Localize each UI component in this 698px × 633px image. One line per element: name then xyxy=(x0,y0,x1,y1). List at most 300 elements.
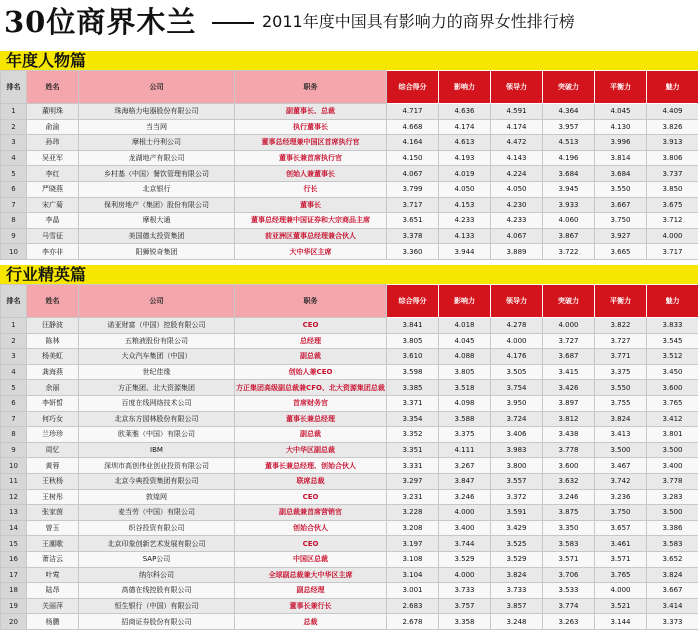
score-cell: 2.683 xyxy=(387,598,439,614)
score-cell: 4.278 xyxy=(491,318,543,334)
position-cell: 董事长兼总经理 xyxy=(235,411,387,427)
column-header: 综合得分 xyxy=(387,285,439,318)
score-cell: 3.512 xyxy=(647,349,698,365)
ranking-table-1 xyxy=(0,70,698,260)
score-cell: 4.230 xyxy=(491,197,543,213)
score-cell: 4.717 xyxy=(387,104,439,120)
score-cell: 3.248 xyxy=(491,614,543,630)
rank-cell: 1 xyxy=(1,104,27,120)
score-cell: 3.805 xyxy=(387,333,439,349)
company-cell: 摩根大通 xyxy=(79,213,235,229)
position-cell: CEO xyxy=(235,536,387,552)
score-cell: 4.098 xyxy=(439,395,491,411)
rank-cell: 8 xyxy=(1,213,27,229)
score-cell: 3.550 xyxy=(595,181,647,197)
score-cell: 3.651 xyxy=(387,213,439,229)
rank-cell: 5 xyxy=(1,380,27,396)
column-header: 魅力 xyxy=(647,285,698,318)
company-cell: 阳狮锐奇集团 xyxy=(79,244,235,260)
score-cell: 3.687 xyxy=(543,349,595,365)
score-cell: 3.400 xyxy=(647,458,698,474)
score-cell: 4.153 xyxy=(439,197,491,213)
rank-cell: 17 xyxy=(1,567,27,583)
score-cell: 3.944 xyxy=(439,244,491,260)
name-cell: 周忆 xyxy=(27,442,79,458)
score-cell: 3.208 xyxy=(387,520,439,536)
name-cell: 李妍皙 xyxy=(27,395,79,411)
score-cell: 4.000 xyxy=(647,228,698,244)
table-row xyxy=(1,150,698,166)
score-cell: 3.850 xyxy=(647,181,698,197)
score-cell: 3.600 xyxy=(543,458,595,474)
name-cell: 董明珠 xyxy=(27,104,79,120)
rank-cell: 8 xyxy=(1,427,27,443)
score-cell: 4.233 xyxy=(439,213,491,229)
name-cell: 陈林 xyxy=(27,333,79,349)
score-cell: 3.360 xyxy=(387,244,439,260)
rank-cell: 1 xyxy=(1,318,27,334)
table-row xyxy=(1,489,698,505)
score-cell: 3.801 xyxy=(647,427,698,443)
column-header: 领导力 xyxy=(491,285,543,318)
score-cell: 3.525 xyxy=(491,536,543,552)
score-cell: 3.957 xyxy=(543,119,595,135)
score-cell: 3.450 xyxy=(647,364,698,380)
table-row xyxy=(1,583,698,599)
score-cell: 4.111 xyxy=(439,442,491,458)
position-cell: CEO xyxy=(235,489,387,505)
score-cell: 3.571 xyxy=(543,551,595,567)
score-cell: 3.847 xyxy=(439,473,491,489)
table-row xyxy=(1,411,698,427)
column-header: 综合得分 xyxy=(387,71,439,104)
position-cell: 方正集团高级副总裁兼CFO、北大资源集团总裁 xyxy=(235,380,387,396)
score-cell: 3.727 xyxy=(543,333,595,349)
name-cell: 马雪征 xyxy=(27,228,79,244)
table-row xyxy=(1,197,698,213)
rank-cell: 12 xyxy=(1,489,27,505)
company-cell: 招商证券股份有限公司 xyxy=(79,614,235,630)
score-cell: 4.196 xyxy=(543,150,595,166)
score-cell: 3.799 xyxy=(387,181,439,197)
table-row xyxy=(1,505,698,521)
position-cell: 董事长兼首席执行官 xyxy=(235,150,387,166)
score-cell: 3.414 xyxy=(647,598,698,614)
company-cell: IBM xyxy=(79,442,235,458)
title-row xyxy=(4,2,696,46)
score-cell: 3.667 xyxy=(647,583,698,599)
score-cell: 3.351 xyxy=(387,442,439,458)
name-cell: 李晶 xyxy=(27,213,79,229)
score-cell: 3.733 xyxy=(491,583,543,599)
score-cell: 3.712 xyxy=(647,213,698,229)
score-cell: 4.088 xyxy=(439,349,491,365)
score-cell: 4.591 xyxy=(491,104,543,120)
score-cell: 3.500 xyxy=(647,505,698,521)
score-cell: 4.045 xyxy=(439,333,491,349)
table-row xyxy=(1,181,698,197)
score-cell: 3.737 xyxy=(647,166,698,182)
score-cell: 3.913 xyxy=(647,135,698,151)
rank-cell: 10 xyxy=(1,458,27,474)
company-cell: 北京东方园林股份有限公司 xyxy=(79,411,235,427)
score-cell: 3.996 xyxy=(595,135,647,151)
table-row xyxy=(1,536,698,552)
table-row xyxy=(1,567,698,583)
table-row xyxy=(1,135,698,151)
score-cell: 4.067 xyxy=(491,228,543,244)
table-row xyxy=(1,104,698,120)
position-cell: CEO xyxy=(235,318,387,334)
table-row xyxy=(1,213,698,229)
score-cell: 4.000 xyxy=(595,583,647,599)
score-cell: 3.722 xyxy=(543,244,595,260)
score-cell: 3.841 xyxy=(387,318,439,334)
company-cell: 北京银行 xyxy=(79,181,235,197)
name-cell: 黄蓉 xyxy=(27,458,79,474)
score-cell: 3.933 xyxy=(543,197,595,213)
score-cell: 4.176 xyxy=(491,349,543,365)
column-header: 公司 xyxy=(79,285,235,318)
table-row xyxy=(1,458,698,474)
score-cell: 3.500 xyxy=(595,442,647,458)
score-cell: 4.224 xyxy=(491,166,543,182)
rank-cell: 7 xyxy=(1,411,27,427)
score-cell: 3.833 xyxy=(647,318,698,334)
company-cell: 珠海格力电器股份有限公司 xyxy=(79,104,235,120)
score-cell: 3.778 xyxy=(543,442,595,458)
rank-cell: 10 xyxy=(1,244,27,260)
company-cell: 世纪佳缘 xyxy=(79,364,235,380)
company-cell: 北京今典投资集团有限公司 xyxy=(79,473,235,489)
name-cell: 关丽萍 xyxy=(27,598,79,614)
score-cell: 4.019 xyxy=(439,166,491,182)
company-cell: 保利房地产（集团）股份有限公司 xyxy=(79,197,235,213)
score-cell: 4.050 xyxy=(439,181,491,197)
score-cell: 3.426 xyxy=(543,380,595,396)
score-cell: 3.598 xyxy=(387,364,439,380)
score-cell: 3.588 xyxy=(439,411,491,427)
column-header: 公司 xyxy=(79,71,235,104)
position-cell: 联席总裁 xyxy=(235,473,387,489)
score-cell: 3.550 xyxy=(595,380,647,396)
score-cell: 3.246 xyxy=(439,489,491,505)
score-cell: 3.236 xyxy=(595,489,647,505)
score-cell: 3.927 xyxy=(595,228,647,244)
score-cell: 3.371 xyxy=(387,395,439,411)
score-cell: 3.765 xyxy=(647,395,698,411)
company-cell: 美国德太投资集团 xyxy=(79,228,235,244)
score-cell: 3.438 xyxy=(543,427,595,443)
name-cell: 汪静波 xyxy=(27,318,79,334)
position-cell: 创始人兼董事长 xyxy=(235,166,387,182)
table-row xyxy=(1,364,698,380)
score-cell: 3.378 xyxy=(387,228,439,244)
position-cell: 董事总经理兼中国区首席执行官 xyxy=(235,135,387,151)
table-row xyxy=(1,318,698,334)
position-cell: 总裁 xyxy=(235,614,387,630)
score-cell: 3.824 xyxy=(647,567,698,583)
name-cell: 严晓燕 xyxy=(27,181,79,197)
name-cell: 龚海燕 xyxy=(27,364,79,380)
score-cell: 3.246 xyxy=(543,489,595,505)
score-cell: 4.067 xyxy=(387,166,439,182)
rank-cell: 20 xyxy=(1,614,27,630)
score-cell: 4.060 xyxy=(543,213,595,229)
score-cell: 3.104 xyxy=(387,567,439,583)
table-row xyxy=(1,442,698,458)
position-cell: 执行董事长 xyxy=(235,119,387,135)
score-cell: 3.415 xyxy=(543,364,595,380)
name-cell: 李亦非 xyxy=(27,244,79,260)
position-cell: 创始人兼CEO xyxy=(235,364,387,380)
score-cell: 3.400 xyxy=(439,520,491,536)
name-cell: 余丽 xyxy=(27,380,79,396)
score-cell: 3.267 xyxy=(439,458,491,474)
score-cell: 3.744 xyxy=(439,536,491,552)
score-cell: 3.461 xyxy=(595,536,647,552)
score-cell: 4.613 xyxy=(439,135,491,151)
position-cell: 董事长 xyxy=(235,197,387,213)
score-cell: 3.824 xyxy=(595,411,647,427)
name-cell: 叶莺 xyxy=(27,567,79,583)
score-cell: 4.636 xyxy=(439,104,491,120)
rank-cell: 15 xyxy=(1,536,27,552)
score-cell: 3.385 xyxy=(387,380,439,396)
position-cell: 前亚洲区董事总经理兼合伙人 xyxy=(235,228,387,244)
name-cell: 张家茵 xyxy=(27,505,79,521)
rank-cell: 6 xyxy=(1,181,27,197)
company-cell: 乡村基（中国）餐饮管理有限公司 xyxy=(79,166,235,182)
score-cell: 3.675 xyxy=(647,197,698,213)
company-cell: 百度在线网络技术公司 xyxy=(79,395,235,411)
table-row xyxy=(1,349,698,365)
position-cell: 副总裁兼首席营销官 xyxy=(235,505,387,521)
position-cell: 中国区总裁 xyxy=(235,551,387,567)
score-cell: 3.529 xyxy=(491,551,543,567)
score-cell: 3.591 xyxy=(491,505,543,521)
score-cell: 3.706 xyxy=(543,567,595,583)
score-cell: 3.742 xyxy=(595,473,647,489)
rank-cell: 19 xyxy=(1,598,27,614)
score-cell: 3.765 xyxy=(595,567,647,583)
score-cell: 3.583 xyxy=(543,536,595,552)
section-title: 行业精英篇 xyxy=(6,265,87,284)
score-cell: 3.375 xyxy=(595,364,647,380)
table-row xyxy=(1,520,698,536)
score-cell: 4.000 xyxy=(439,505,491,521)
table-row xyxy=(1,380,698,396)
name-cell: 兰珍珍 xyxy=(27,427,79,443)
company-cell: 恒生银行（中国）有限公司 xyxy=(79,598,235,614)
position-cell: 副董事长、总裁 xyxy=(235,104,387,120)
column-header: 职务 xyxy=(235,285,387,318)
score-cell: 3.352 xyxy=(387,427,439,443)
rank-cell: 2 xyxy=(1,119,27,135)
column-header: 突破力 xyxy=(543,71,595,104)
rank-cell: 11 xyxy=(1,473,27,489)
score-cell: 4.130 xyxy=(595,119,647,135)
name-cell: 陆昂 xyxy=(27,583,79,599)
position-cell: 董事长兼总经理、创始合伙人 xyxy=(235,458,387,474)
rank-cell: 14 xyxy=(1,520,27,536)
score-cell: 3.750 xyxy=(595,213,647,229)
column-header: 排名 xyxy=(1,71,27,104)
score-cell: 3.373 xyxy=(647,614,698,630)
score-cell: 4.174 xyxy=(491,119,543,135)
name-cell: 王秋杨 xyxy=(27,473,79,489)
score-cell: 3.754 xyxy=(491,380,543,396)
rank-cell: 4 xyxy=(1,150,27,166)
score-cell: 3.867 xyxy=(543,228,595,244)
score-cell: 3.545 xyxy=(647,333,698,349)
company-cell: 五粮液股份有限公司 xyxy=(79,333,235,349)
main-title: 30位商界木兰 xyxy=(4,5,197,39)
section-band-2 xyxy=(0,265,698,284)
score-cell: 3.826 xyxy=(647,119,698,135)
score-cell: 4.233 xyxy=(491,213,543,229)
column-header: 姓名 xyxy=(27,285,79,318)
name-cell: 萧洁云 xyxy=(27,551,79,567)
column-header: 影响力 xyxy=(439,71,491,104)
score-cell: 4.018 xyxy=(439,318,491,334)
score-cell: 3.983 xyxy=(491,442,543,458)
name-cell: 孙玮 xyxy=(27,135,79,151)
position-cell: 全球副总裁兼大中华区主席 xyxy=(235,567,387,583)
score-cell: 3.375 xyxy=(439,427,491,443)
score-cell: 3.372 xyxy=(491,489,543,505)
table-row xyxy=(1,228,698,244)
company-cell: SAP公司 xyxy=(79,551,235,567)
position-cell: 大中华区副总裁 xyxy=(235,442,387,458)
column-header: 职务 xyxy=(235,71,387,104)
score-cell: 3.824 xyxy=(491,567,543,583)
name-cell: 俞渝 xyxy=(27,119,79,135)
company-cell: 敦煌网 xyxy=(79,489,235,505)
company-cell: 北京印象创新艺术发展有限公司 xyxy=(79,536,235,552)
position-cell: 董事长兼行长 xyxy=(235,598,387,614)
company-cell: 方正集团、北大资源集团 xyxy=(79,380,235,396)
header-row xyxy=(1,285,698,318)
score-cell: 3.600 xyxy=(647,380,698,396)
score-cell: 3.652 xyxy=(647,551,698,567)
name-cell: 何巧女 xyxy=(27,411,79,427)
table-row xyxy=(1,551,698,567)
table-row xyxy=(1,119,698,135)
score-cell: 3.774 xyxy=(543,598,595,614)
score-cell: 3.144 xyxy=(595,614,647,630)
score-cell: 3.429 xyxy=(491,520,543,536)
rank-cell: 16 xyxy=(1,551,27,567)
score-cell: 4.668 xyxy=(387,119,439,135)
score-cell: 4.000 xyxy=(491,333,543,349)
score-cell: 3.518 xyxy=(439,380,491,396)
rank-cell: 2 xyxy=(1,333,27,349)
position-cell: 创始合伙人 xyxy=(235,520,387,536)
score-cell: 3.657 xyxy=(595,520,647,536)
table-row xyxy=(1,333,698,349)
score-cell: 3.350 xyxy=(543,520,595,536)
score-cell: 3.632 xyxy=(543,473,595,489)
score-cell: 3.950 xyxy=(491,395,543,411)
score-cell: 4.513 xyxy=(543,135,595,151)
rank-cell: 18 xyxy=(1,583,27,599)
table-row xyxy=(1,427,698,443)
score-cell: 3.500 xyxy=(647,442,698,458)
company-cell: 龙湖地产有限公司 xyxy=(79,150,235,166)
name-cell: 杨美虹 xyxy=(27,349,79,365)
score-cell: 3.521 xyxy=(595,598,647,614)
score-cell: 4.133 xyxy=(439,228,491,244)
name-cell: 吴亚军 xyxy=(27,150,79,166)
score-cell: 3.386 xyxy=(647,520,698,536)
position-cell: 董事总经理兼中国证券和大宗商品主席 xyxy=(235,213,387,229)
score-cell: 3.757 xyxy=(439,598,491,614)
position-cell: 副总经理 xyxy=(235,583,387,599)
score-cell: 3.231 xyxy=(387,489,439,505)
position-cell: 副总裁 xyxy=(235,349,387,365)
rank-cell: 9 xyxy=(1,442,27,458)
position-cell: 大中华区主席 xyxy=(235,244,387,260)
score-cell: 3.667 xyxy=(595,197,647,213)
score-cell: 4.409 xyxy=(647,104,698,120)
score-cell: 4.045 xyxy=(595,104,647,120)
sub-title: 2011年度中国具有影响力的商界女性排行榜 xyxy=(262,12,575,31)
score-cell: 3.778 xyxy=(647,473,698,489)
company-cell: 当当网 xyxy=(79,119,235,135)
position-cell: 首席财务官 xyxy=(235,395,387,411)
score-cell: 3.505 xyxy=(491,364,543,380)
column-header: 魅力 xyxy=(647,71,698,104)
name-cell: 杨鹏 xyxy=(27,614,79,630)
rank-cell: 3 xyxy=(1,349,27,365)
score-cell: 3.806 xyxy=(647,150,698,166)
company-cell: 纳尔科公司 xyxy=(79,567,235,583)
score-cell: 3.897 xyxy=(543,395,595,411)
score-cell: 4.000 xyxy=(543,318,595,334)
score-cell: 4.472 xyxy=(491,135,543,151)
score-cell: 3.812 xyxy=(543,411,595,427)
rank-cell: 6 xyxy=(1,395,27,411)
column-header: 姓名 xyxy=(27,71,79,104)
score-cell: 4.364 xyxy=(543,104,595,120)
score-cell: 4.050 xyxy=(491,181,543,197)
score-cell: 3.684 xyxy=(595,166,647,182)
score-cell: 3.665 xyxy=(595,244,647,260)
score-cell: 3.354 xyxy=(387,411,439,427)
name-cell: 李红 xyxy=(27,166,79,182)
company-cell: 深圳市高创伟业创业投资有限公司 xyxy=(79,458,235,474)
table-row xyxy=(1,598,698,614)
name-cell: 王潮歌 xyxy=(27,536,79,552)
company-cell: 麦当劳（中国）有限公司 xyxy=(79,505,235,521)
score-cell: 3.406 xyxy=(491,427,543,443)
score-cell: 3.108 xyxy=(387,551,439,567)
score-cell: 4.193 xyxy=(439,150,491,166)
rank-cell: 13 xyxy=(1,505,27,521)
score-cell: 3.814 xyxy=(595,150,647,166)
company-cell: 大众汽车集团（中国） xyxy=(79,349,235,365)
score-cell: 3.945 xyxy=(543,181,595,197)
score-cell: 3.755 xyxy=(595,395,647,411)
name-cell: 王树彤 xyxy=(27,489,79,505)
score-cell: 3.358 xyxy=(439,614,491,630)
position-cell: 副总裁 xyxy=(235,427,387,443)
rank-cell: 5 xyxy=(1,166,27,182)
company-cell: 高德在线控股有限公司 xyxy=(79,583,235,599)
score-cell: 3.557 xyxy=(491,473,543,489)
rank-cell: 3 xyxy=(1,135,27,151)
